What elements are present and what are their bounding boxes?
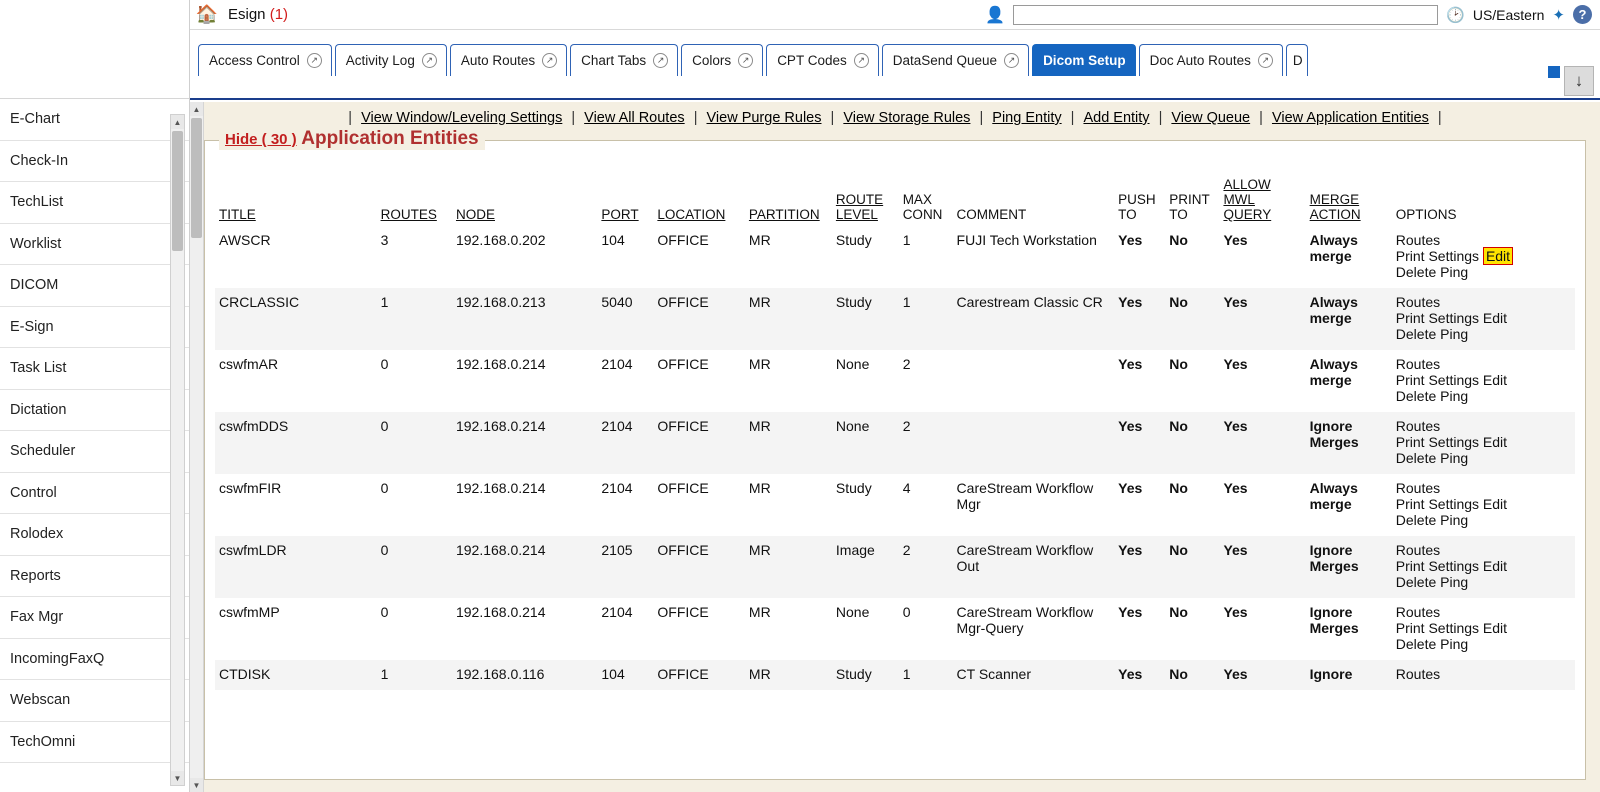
table-scroll-area <box>205 141 1585 779</box>
cell-push-to: Yes <box>1114 474 1165 536</box>
tab-strip <box>190 30 1600 100</box>
cell-partition: MR <box>745 536 832 598</box>
sidebar-item-label: Rolodex <box>10 526 64 542</box>
column-header-location[interactable] <box>653 175 745 226</box>
cell-route-level: None <box>832 598 899 660</box>
sidebar-item-rolodex[interactable] <box>0 514 189 556</box>
cell-print-to: No <box>1165 350 1219 412</box>
scroll-up-icon[interactable]: ▲ <box>171 115 184 129</box>
column-header-partition[interactable] <box>745 175 832 226</box>
option-print-settings-edit-link[interactable]: Print Settings Edit <box>1395 434 1508 450</box>
cell-route-level: Study <box>832 226 899 288</box>
tab-dicom-setup[interactable] <box>1032 44 1136 76</box>
search-input[interactable] <box>1013 5 1438 25</box>
cell-push-to: Yes <box>1114 536 1165 598</box>
cell-route-level: Study <box>832 288 899 350</box>
tab-datasend-queue[interactable] <box>882 44 1029 76</box>
option-routes-link[interactable]: Routes <box>1395 604 1441 620</box>
sidebar-item-label: DICOM <box>10 277 59 293</box>
sidebar-item-fax-mgr[interactable] <box>0 597 189 639</box>
popout-icon[interactable]: ↗ <box>422 53 437 68</box>
cell-port: 2104 <box>597 350 653 412</box>
cell-partition: MR <box>745 288 832 350</box>
app-header <box>190 0 1600 30</box>
cell-push-to: Yes <box>1114 288 1165 350</box>
tab-scroll-down-button[interactable]: ↓ <box>1564 66 1594 96</box>
cell-comment: CareStream Workflow Mgr <box>953 474 1115 536</box>
tab-cpt-codes[interactable] <box>766 44 879 76</box>
sidebar-item-scheduler[interactable] <box>0 431 189 473</box>
cell-options <box>1392 598 1575 660</box>
cell-node: 192.168.0.213 <box>452 288 597 350</box>
page-title <box>228 6 288 23</box>
link-add-entity[interactable]: Add Entity <box>1083 110 1150 126</box>
cell-comment: CT Scanner <box>953 660 1115 690</box>
column-header-push-to <box>1114 175 1165 226</box>
column-header-max-conn <box>899 175 953 226</box>
cell-options <box>1392 288 1575 350</box>
application-entities-panel <box>204 128 1586 780</box>
column-header-allow-mwl-query[interactable] <box>1219 175 1305 226</box>
link-separator: | <box>1437 110 1442 126</box>
cell-node: 192.168.0.214 <box>452 536 597 598</box>
option-delete-ping-link[interactable]: Delete Ping <box>1395 326 1469 342</box>
cell-mwl-query: Yes <box>1219 412 1305 474</box>
column-label: ROUTES <box>380 207 437 222</box>
sidebar-item-label: IncomingFaxQ <box>10 650 105 667</box>
cell-partition: MR <box>745 660 832 690</box>
cell-route-level: None <box>832 350 899 412</box>
cell-print-to: No <box>1165 226 1219 288</box>
cell-merge-action: Ignore Merges <box>1306 412 1392 474</box>
home-icon[interactable]: 🏠 <box>195 4 219 24</box>
link-view-application-entities[interactable]: View Application Entities <box>1271 110 1429 126</box>
cell-comment: Carestream Classic CR <box>953 288 1115 350</box>
column-label: TITLE <box>219 207 256 222</box>
cell-max-conn: 1 <box>899 226 953 288</box>
tab-doc-auto-routes[interactable] <box>1139 44 1283 76</box>
column-header-title[interactable] <box>215 175 377 226</box>
sidebar-item-label: Reports <box>10 567 61 584</box>
sidebar-item-label: E-Chart <box>10 111 60 127</box>
scroll-up-icon[interactable]: ▲ <box>190 102 203 116</box>
link-separator: | <box>693 110 698 126</box>
link-view-all-routes[interactable]: View All Routes <box>584 110 685 126</box>
tab-label: Access Control <box>209 53 300 68</box>
sidebar-scrollbar[interactable] <box>170 114 185 786</box>
cell-merge-action: Always merge <box>1306 474 1392 536</box>
popout-icon[interactable]: ↗ <box>307 53 322 68</box>
option-print-settings-link[interactable]: Print Settings <box>1395 248 1480 264</box>
tab-overflow-indicator <box>1548 66 1560 78</box>
link-view-purge-rules[interactable]: View Purge Rules <box>706 110 822 126</box>
cell-port: 5040 <box>597 288 653 350</box>
cell-comment: FUJI Tech Workstation <box>953 226 1115 288</box>
column-header-node[interactable] <box>452 175 597 226</box>
link-separator: | <box>1259 110 1263 126</box>
option-print-settings-edit-link[interactable]: Print Settings Edit <box>1395 310 1508 326</box>
cell-port: 2105 <box>597 536 653 598</box>
cell-location: OFFICE <box>653 226 745 288</box>
cell-print-to: No <box>1165 598 1219 660</box>
tab-colors[interactable] <box>681 44 763 76</box>
sidebar-item-control[interactable] <box>0 473 189 515</box>
cell-routes: 1 <box>377 660 452 690</box>
table-row[interactable] <box>215 288 1575 350</box>
tab-partial-next[interactable] <box>1286 44 1308 76</box>
cell-partition: MR <box>745 226 832 288</box>
cell-print-to: No <box>1165 536 1219 598</box>
option-routes-link[interactable]: Routes <box>1395 356 1441 372</box>
cell-location: OFFICE <box>653 536 745 598</box>
cell-title: cswfmMP <box>215 598 377 660</box>
sidebar-item-label: Check-In <box>10 152 69 169</box>
cell-location: OFFICE <box>653 598 745 660</box>
panel-legend <box>219 128 485 150</box>
cell-options <box>1392 226 1575 288</box>
main-content <box>190 102 1600 792</box>
cell-title: CRCLASSIC <box>215 288 377 350</box>
table-row[interactable] <box>215 598 1575 660</box>
table-row[interactable] <box>215 536 1575 598</box>
cell-options <box>1392 660 1575 690</box>
cell-print-to: No <box>1165 288 1219 350</box>
cell-merge-action: Ignore Merges <box>1306 598 1392 660</box>
application-entities-table <box>215 175 1575 690</box>
cell-mwl-query: Yes <box>1219 536 1305 598</box>
cell-push-to: Yes <box>1114 226 1165 288</box>
link-separator: | <box>571 110 576 126</box>
cell-port: 104 <box>597 660 653 690</box>
popout-icon[interactable]: ↗ <box>1004 53 1019 68</box>
scroll-down-icon[interactable]: ▼ <box>190 778 203 792</box>
sidebar-item-task-list[interactable] <box>0 348 189 390</box>
scrollbar-thumb[interactable] <box>191 118 202 238</box>
column-label: PORT <box>601 207 639 222</box>
cell-merge-action: Always merge <box>1306 350 1392 412</box>
sidebar-item-label: Task List <box>10 360 67 376</box>
sidebar-item-dicom[interactable] <box>0 265 189 307</box>
cell-merge-action: Ignore Merges <box>1306 536 1392 598</box>
cell-route-level: None <box>832 412 899 474</box>
option-delete-ping-link[interactable]: Delete Ping <box>1395 388 1469 404</box>
option-print-settings-edit-link[interactable]: Print Settings Edit <box>1395 496 1508 512</box>
column-label: LOCATION <box>657 207 726 222</box>
option-routes-link[interactable]: Routes <box>1395 542 1441 558</box>
table-row[interactable] <box>215 660 1575 690</box>
column-header-comment <box>953 175 1115 226</box>
link-view-storage-rules[interactable]: View Storage Rules <box>843 110 971 126</box>
cell-comment <box>953 412 1115 474</box>
cell-node: 192.168.0.202 <box>452 226 597 288</box>
cell-title: cswfmAR <box>215 350 377 412</box>
cell-port: 2104 <box>597 412 653 474</box>
sidebar-item-label: Control <box>10 484 57 501</box>
column-label: MAX CONN <box>902 192 943 222</box>
cell-partition: MR <box>745 412 832 474</box>
table-row[interactable] <box>215 350 1575 412</box>
page-title-count: (1) <box>269 6 289 23</box>
timezone-label: US/Eastern <box>1472 6 1545 23</box>
table-header-row <box>215 175 1575 226</box>
sidebar-item-techomni[interactable] <box>0 722 189 764</box>
cell-merge-action: Always merge <box>1306 226 1392 288</box>
scrollbar-thumb[interactable] <box>172 131 183 251</box>
column-label: COMMENT <box>956 207 1027 222</box>
cell-max-conn: 1 <box>899 660 953 690</box>
option-delete-ping-link[interactable]: Delete Ping <box>1395 574 1469 590</box>
cell-max-conn: 4 <box>899 474 953 536</box>
sidebar-item-dictation[interactable] <box>0 390 189 432</box>
tab-label: Doc Auto Routes <box>1149 53 1251 68</box>
cell-max-conn: 0 <box>899 598 953 660</box>
cell-options <box>1392 412 1575 474</box>
column-label: ROUTE LEVEL <box>835 192 884 222</box>
cell-title: cswfmFIR <box>215 474 377 536</box>
help-icon[interactable]: ? <box>1573 5 1592 24</box>
cell-location: OFFICE <box>653 660 745 690</box>
content-scrollbar[interactable] <box>190 102 204 792</box>
table-row[interactable] <box>215 474 1575 536</box>
clock-icon: 🕑 <box>1446 6 1465 24</box>
sidebar-item-techlist[interactable] <box>0 182 189 224</box>
cell-comment <box>953 350 1115 412</box>
cell-comment: CareStream Workflow Mgr-Query <box>953 598 1115 660</box>
sidebar-item-e-sign[interactable] <box>0 307 189 349</box>
option-delete-ping-link[interactable]: Delete Ping <box>1395 512 1469 528</box>
sidebar-item-label: TechList <box>10 194 64 210</box>
popout-icon[interactable]: ↗ <box>542 53 557 68</box>
cell-node: 192.168.0.214 <box>452 598 597 660</box>
link-ping-entity[interactable]: Ping Entity <box>992 110 1062 126</box>
link-view-queue[interactable]: View Queue <box>1171 110 1251 126</box>
tab-label: Activity Log <box>345 53 415 68</box>
cell-options <box>1392 350 1575 412</box>
sidebar-item-label: Worklist <box>10 235 62 252</box>
left-sidebar <box>0 0 190 792</box>
cell-routes: 3 <box>377 226 452 288</box>
cell-route-level: Study <box>832 660 899 690</box>
tab-label: Auto Routes <box>460 53 536 68</box>
tab-label: D <box>1292 53 1303 68</box>
cell-route-level: Image <box>832 536 899 598</box>
popout-icon[interactable]: ↗ <box>1258 53 1273 68</box>
cell-print-to: No <box>1165 660 1219 690</box>
tab-list <box>198 44 1308 76</box>
cell-merge-action: Always merge <box>1306 288 1392 350</box>
cell-push-to: Yes <box>1114 412 1165 474</box>
sidebar-item-label: E-Sign <box>10 318 54 335</box>
cell-title: CTDISK <box>215 660 377 690</box>
column-header-route-level[interactable] <box>832 175 899 226</box>
panel-title: Application Entities <box>301 128 479 149</box>
link-separator: | <box>348 110 353 126</box>
cell-print-to: No <box>1165 412 1219 474</box>
cell-partition: MR <box>745 474 832 536</box>
column-header-options <box>1392 175 1575 226</box>
cell-partition: MR <box>745 598 832 660</box>
cell-location: OFFICE <box>653 412 745 474</box>
sidebar-item-label: Webscan <box>10 692 71 708</box>
cell-mwl-query: Yes <box>1219 474 1305 536</box>
sidebar-item-worklist[interactable] <box>0 224 189 266</box>
link-separator: | <box>1070 110 1075 126</box>
column-header-port[interactable] <box>597 175 653 226</box>
link-separator: | <box>979 110 984 126</box>
option-delete-ping-link[interactable]: Delete Ping <box>1395 636 1469 652</box>
option-delete-ping-link[interactable]: Delete Ping <box>1395 264 1469 280</box>
table-row[interactable] <box>215 412 1575 474</box>
option-print-settings-edit-link[interactable]: Print Settings Edit <box>1395 558 1508 574</box>
person-icon[interactable]: 👤 <box>985 6 1006 24</box>
sidebar-item-label: TechOmni <box>10 733 76 750</box>
table-row[interactable] <box>215 226 1575 288</box>
scroll-down-icon[interactable]: ▼ <box>171 771 184 785</box>
cell-print-to: No <box>1165 474 1219 536</box>
page-title-text: Esign <box>228 6 266 23</box>
option-print-settings-row <box>1396 248 1569 264</box>
link-separator: | <box>1158 110 1163 126</box>
cell-partition: MR <box>745 350 832 412</box>
sidebar-header <box>0 0 189 99</box>
option-routes-link[interactable]: Routes <box>1395 232 1441 248</box>
cell-routes: 1 <box>377 288 452 350</box>
cell-location: OFFICE <box>653 474 745 536</box>
tab-activity-log[interactable] <box>335 44 447 76</box>
option-print-settings-edit-link[interactable]: Print Settings Edit <box>1395 372 1508 388</box>
tab-label: Dicom Setup <box>1043 53 1126 68</box>
cell-route-level: Study <box>832 474 899 536</box>
column-header-merge-action[interactable] <box>1306 175 1392 226</box>
cell-title: cswfmLDR <box>215 536 377 598</box>
column-label: ALLOW MWL QUERY <box>1223 177 1272 222</box>
magic-wand-icon[interactable]: ✦ <box>1552 6 1565 24</box>
sidebar-item-label: Dictation <box>10 401 67 418</box>
sidebar-item-webscan[interactable] <box>0 680 189 722</box>
cell-routes: 0 <box>377 474 452 536</box>
cell-mwl-query: Yes <box>1219 226 1305 288</box>
hide-toggle-link[interactable]: Hide ( 30 ) <box>225 131 297 148</box>
column-header-routes[interactable] <box>377 175 452 226</box>
cell-options <box>1392 536 1575 598</box>
cell-options <box>1392 474 1575 536</box>
cell-location: OFFICE <box>653 288 745 350</box>
column-label: OPTIONS <box>1395 207 1457 222</box>
column-label: NODE <box>455 207 495 222</box>
column-label: PUSH TO <box>1118 192 1156 222</box>
cell-max-conn: 1 <box>899 288 953 350</box>
option-routes-link[interactable]: Routes <box>1395 294 1441 310</box>
option-delete-ping-link[interactable]: Delete Ping <box>1395 450 1469 466</box>
cell-push-to: Yes <box>1114 598 1165 660</box>
column-label: PARTITION <box>748 207 820 222</box>
header-right-group <box>985 5 1600 25</box>
option-print-settings-edit-link[interactable]: Print Settings Edit <box>1395 620 1508 636</box>
column-label: MERGE ACTION <box>1309 192 1361 222</box>
sidebar-item-check-in[interactable] <box>0 141 189 183</box>
cell-max-conn: 2 <box>899 350 953 412</box>
sidebar-item-label: Scheduler <box>10 443 76 459</box>
cell-port: 2104 <box>597 474 653 536</box>
cell-routes: 0 <box>377 350 452 412</box>
cell-routes: 0 <box>377 598 452 660</box>
cell-port: 2104 <box>597 598 653 660</box>
tab-auto-routes[interactable] <box>450 44 567 76</box>
cell-routes: 0 <box>377 412 452 474</box>
cell-mwl-query: Yes <box>1219 598 1305 660</box>
popout-icon[interactable]: ↗ <box>653 53 668 68</box>
column-label: PRINT TO <box>1169 192 1210 222</box>
cell-mwl-query: Yes <box>1219 288 1305 350</box>
cell-push-to: Yes <box>1114 350 1165 412</box>
cell-title: cswfmDDS <box>215 412 377 474</box>
cell-mwl-query: Yes <box>1219 350 1305 412</box>
cell-max-conn: 2 <box>899 536 953 598</box>
cell-push-to: Yes <box>1114 660 1165 690</box>
tab-chart-tabs[interactable] <box>570 44 678 76</box>
sidebar-nav <box>0 99 189 763</box>
cell-max-conn: 2 <box>899 412 953 474</box>
cell-location: OFFICE <box>653 350 745 412</box>
tab-access-control[interactable] <box>198 44 332 76</box>
cell-node: 192.168.0.116 <box>452 660 597 690</box>
cell-merge-action: Ignore <box>1306 660 1392 690</box>
cell-routes: 0 <box>377 536 452 598</box>
tab-label: DataSend Queue <box>892 53 998 68</box>
link-separator: | <box>830 110 835 126</box>
cell-comment: CareStream Workflow Out <box>953 536 1115 598</box>
cell-title: AWSCR <box>215 226 377 288</box>
popout-icon[interactable]: ↗ <box>854 53 869 68</box>
tab-label: CPT Codes <box>777 53 847 68</box>
cell-port: 104 <box>597 226 653 288</box>
cell-node: 192.168.0.214 <box>452 474 597 536</box>
tab-label: Chart Tabs <box>581 53 647 68</box>
option-routes-link[interactable]: Routes <box>1395 418 1441 434</box>
popout-icon[interactable]: ↗ <box>738 53 753 68</box>
sidebar-item-incomingfaxq[interactable] <box>0 639 189 681</box>
top-links-bar <box>190 102 1600 130</box>
sidebar-item-e-chart[interactable] <box>0 99 189 141</box>
tab-label: Colors <box>692 53 732 68</box>
column-header-print-to <box>1165 175 1219 226</box>
sidebar-item-label: Fax Mgr <box>10 609 64 625</box>
option-routes-link[interactable]: Routes <box>1395 480 1441 496</box>
cell-mwl-query: Yes <box>1219 660 1305 690</box>
option-routes-link[interactable]: Routes <box>1395 666 1441 682</box>
cell-node: 192.168.0.214 <box>452 350 597 412</box>
sidebar-item-reports[interactable] <box>0 556 189 598</box>
option-edit-link[interactable]: Edit <box>1483 247 1513 265</box>
link-view-window-leveling-settings[interactable]: View Window/Leveling Settings <box>361 110 563 126</box>
cell-node: 192.168.0.214 <box>452 412 597 474</box>
